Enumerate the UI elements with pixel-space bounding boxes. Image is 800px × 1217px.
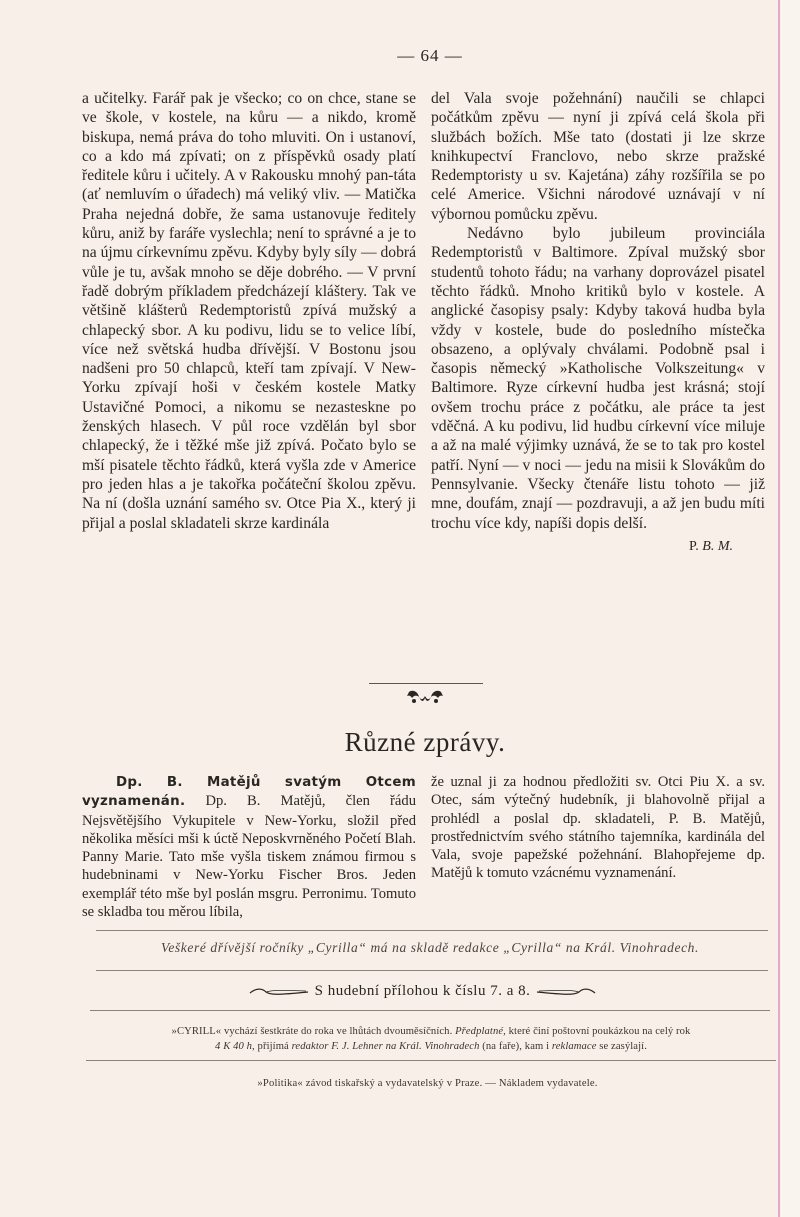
supplement-bottom-rule	[90, 1010, 770, 1011]
news-item-body: Dp. B. Matějů, člen řádu Nejsvětějšího Vykupitele v New-Yorku, složil před několika měsíci mši k úctě Neposkvrněného Početí Blah. Panny Marie. Tato mše vyšla tiskem známou firmou s hudebninami v New-Yorku Fischer Bros. Jeden exemplář této mše byl poslán msgru. Perronimu. Tomuto se skladba tou měrou líbila,	[82, 793, 416, 921]
page-edge-line	[778, 0, 780, 1217]
colophon-text: které činí poštovní poukázkou na celý rok	[505, 1026, 691, 1037]
news-left-column	[82, 773, 416, 921]
page-number: — 64 —	[397, 46, 463, 65]
colophon-text: přijímá	[254, 1041, 292, 1052]
news-item-heading: Dp. B. Matějů svatým Otcem vyznamenán.	[82, 775, 416, 810]
notice-top-rule	[96, 930, 768, 931]
music-supplement-line	[0, 983, 800, 1000]
notice-bottom-rule	[96, 970, 768, 971]
news-item	[82, 773, 416, 921]
article-right-column	[431, 89, 765, 556]
section-title: Různé zprávy.	[344, 727, 506, 757]
article-left-column	[82, 89, 416, 533]
colophon-subscription-label: Předplatné,	[455, 1026, 506, 1037]
colophon-price: 4 K 40 h,	[215, 1041, 255, 1052]
colophon-text: se zasýlají.	[596, 1041, 647, 1052]
news-right-column	[431, 773, 765, 883]
signature-initials: B. M.	[702, 538, 733, 554]
colophon-complaints: reklamace	[551, 1041, 597, 1052]
colophon-bottom-rule	[86, 1060, 776, 1061]
news-item-body-continued: že uznal ji za hodnou předložiti sv. Otci Piu X. a sv. Otec, sám výtečný hudebník, ji blahovolně přijal a prohlédl a poslal dp. skladateli, P. B. Matějů, prostřednictvím svého státního tajemníka, kardinála del Vala, svoje papežské požehnání. Blahopřejeme dp. Matějů k tomuto vzácnému vyznamenání.	[431, 774, 765, 882]
colophon	[86, 1024, 776, 1054]
article-paragraph: a učitelky. Farář pak je všecko; co on chce, stane se ve škole, v kostele, na kůru — a nikdo, kromě biskupa, nemá práva do toho mluviti. On i ustanoví, co a kdo má zpívati; on z příspěvků osady platí ředitele kůru i učitely. A v Rakousku mnohý pan-táta (ať nemluvím o úřadech) má veliký vliv. — Matička Praha nejedná dobře, že sama ustanovuje ředitely kůru, aniž by faráře vyslechla; není to správné a je to na újmu církevnímu zpěvu. Kdyby byly síly — dobrá vůle je tu, avšak mnoho se děje dobrého. — V první řadě dobrým příkladem předcházejí kláštery. Tak ve většině klášterů Redemptoristů zpívá mužský a chlapecký sbor. A ku podivu, lidu se to velice líbí, více než světská hudba dřívější. V Bostonu jsou nadšeni pro 50 chlapců, kteří tam zpívají. V New-Yorku zpívají hoši v českém kostele Matky Ustavičné Pomoci, a nikomu se nezasteskne po ženských hlasech. V půl roce vzdělán byl sbor chlapecký, že i těžké mše již zpívá. Počato bylo se mší pisatele těchto řádků, která vyšla zde v Americe pro jeden hlas a je takořka počáteční školou zpěvu. Na ní (došla uznání samého sv. Otce Pia X., který ji přijal a poslal skladateli skrze kardinála	[82, 90, 416, 532]
colophon-text: (na faře), kam i	[479, 1041, 552, 1052]
article-signature	[431, 537, 765, 556]
article-paragraph: Nedávno bylo jubileum provinciála Redemptoristů v Baltimore. Zpíval mužský sbor studentů tohoto řádu; na varhany doprovázel pisatel těchto řádků. Mnoho kritiků bylo v kostele. A anglické časopisy psaly: Kdyby taková hudba byla vždy v kostele, bude do posledního místečka obsazeno, a oplývaly chválami. Podobně psal i časopis německý »Katholische Volkszeitung« v Baltimore. Ryze církevní hudba jest krásná; stojí ovšem trochu práce z počátku, ale práce ta jest vděčná. A ku podivu, lid hudbu církevní více miluje a až na malé výjimky uznává, že se to tak pro kostel patří. Nyní — v noci — jedu na misii k Slovákům do Pennsylvanie. Všecky čtenáře listu tohoto — již mne, doufám, znají — pozdravuji, a až jen budu míti trochu více kdy, napíši dopis delší.	[431, 225, 765, 532]
signature-prefix: P.	[689, 538, 699, 554]
swash-left-icon	[248, 986, 310, 998]
music-supplement-text: S hudební přílohou k číslu 7. a 8.	[314, 983, 531, 999]
page-margin	[781, 0, 800, 1217]
fleuron-ornament-icon	[405, 689, 445, 710]
article-paragraph: del Vala svoje požehnání) naučili se chlapci počátkům zpěvu — nyní ji zpívá celá škola při službách božích. Mše tato (dostati ji lze skrze knihkupectví Franclovo, nebo skrze pražské Redemptoristy u sv. Kajetána) záhy rozšířila se po celé Americe. Všichni národové uznávají v ní výbornou pomůcku zpěvu.	[431, 90, 765, 223]
printer-imprint: »Politika« závod tiskařský a vydavatelský v Praze. — Nákladem vydavatele.	[257, 1078, 598, 1089]
back-issues-notice: Veškeré dřívější ročníky „Cyrilla“ má na skladě redakce „Cyrilla“ na Král. Vinohradech.	[160, 940, 699, 955]
colophon-text: »CYRILL« vychází šestkráte do roka ve lhůtách dvouměsíčních.	[171, 1026, 456, 1037]
swash-right-icon	[535, 986, 597, 998]
colophon-editor: redaktor F. J. Lehner na Král. Vinohradech	[291, 1041, 480, 1052]
section-divider-rule	[369, 683, 483, 684]
